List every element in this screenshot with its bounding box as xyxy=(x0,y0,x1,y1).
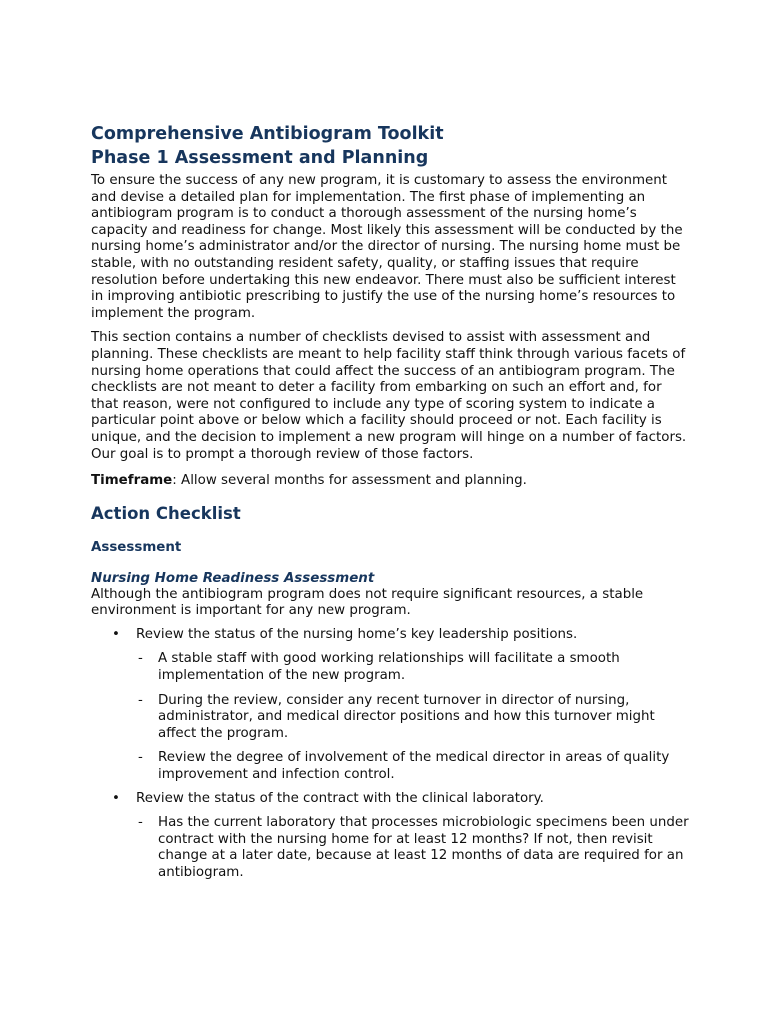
bullet-text: Review the status of the contract with the clinical laboratory. xyxy=(136,790,544,806)
document-title xyxy=(91,122,691,170)
sub-item xyxy=(136,815,691,881)
sub-item-text: A stable staff with good working relationships will facilitate a smooth implementation of the new program. xyxy=(158,651,620,684)
dash-marker: - xyxy=(138,692,143,708)
readiness-assessment-heading: Nursing Home Readiness Assessment xyxy=(91,570,375,586)
dash-marker: - xyxy=(138,815,143,831)
dash-marker: - xyxy=(138,651,143,667)
bullet-item xyxy=(91,627,691,784)
sub-item-text: Has the current laboratory that processes microbiologic specimens been under contract with the nursing home for at least 12 months? If not, then revisit change at a later date, because at least 12 months of data are required for an antibiogram. xyxy=(158,815,689,880)
intro-paragraph-2: This section contains a number of checklists devised to assist with assessment and planning. These checklists are meant to help facility staff think through various facets of nursing home operations that could affect the success of an antibiogram program. The checklists are not meant to deter a facility from embarking on such an effort and, for that reason, were not configured to include any type of scoring system to indicate a particular point above or below which a facility should proceed or not. Each facility is unique, and the decision to implement a new program will hinge on a number of factors. Our goal is to prompt a thorough review of those factors. xyxy=(91,330,687,462)
sub-item xyxy=(136,651,691,684)
readiness-intro: Although the antibiogram program does not require significant resources, a stable environment is important for any new program. xyxy=(91,586,644,619)
bullet-item xyxy=(91,791,691,882)
sub-list xyxy=(136,815,691,881)
sub-item xyxy=(136,750,691,783)
bullet-marker: • xyxy=(112,626,120,642)
dash-marker: - xyxy=(138,750,143,766)
checklist-bullets xyxy=(91,627,691,882)
timeframe-line xyxy=(91,473,691,490)
title-line-1: Comprehensive Antibiogram Toolkit xyxy=(91,124,444,144)
title-line-2: Phase 1 Assessment and Planning xyxy=(91,148,429,168)
sub-list xyxy=(136,651,691,783)
bullet-text: Review the status of the nursing home’s key leadership positions. xyxy=(136,626,578,642)
sub-item-text: During the review, consider any recent turnover in director of nursing, administrator, and medical director positions and how this turnover might affect the program. xyxy=(158,692,655,741)
timeframe-text: : Allow several months for assessment and planning. xyxy=(172,473,527,489)
assessment-heading: Assessment xyxy=(91,539,182,555)
intro-paragraph-1: To ensure the success of any new program, it is customary to assess the environment and devise a detailed plan for implementation. The first phase of implementing an antibiogram program is to conduct a thorough assessment of the nursing home’s capacity and readiness for change. Most likely this assessment will be conducted by the nursing home’s administrator and/or the director of nursing. The nursing home must be stable, with no outstanding resident safety, quality, or staffing issues that require resolution before undertaking this new endeavor. There must also be sufficient interest in improving antibiotic prescribing to justify the use of the nursing home’s resources to implement the program. xyxy=(91,173,683,321)
document-page xyxy=(91,122,691,882)
timeframe-label: Timeframe xyxy=(91,473,173,489)
sub-item xyxy=(136,693,691,743)
bullet-marker: • xyxy=(112,790,120,806)
sub-item-text: Review the degree of involvement of the medical director in areas of quality improvement and infection control. xyxy=(158,750,670,783)
action-checklist-heading: Action Checklist xyxy=(91,503,241,523)
